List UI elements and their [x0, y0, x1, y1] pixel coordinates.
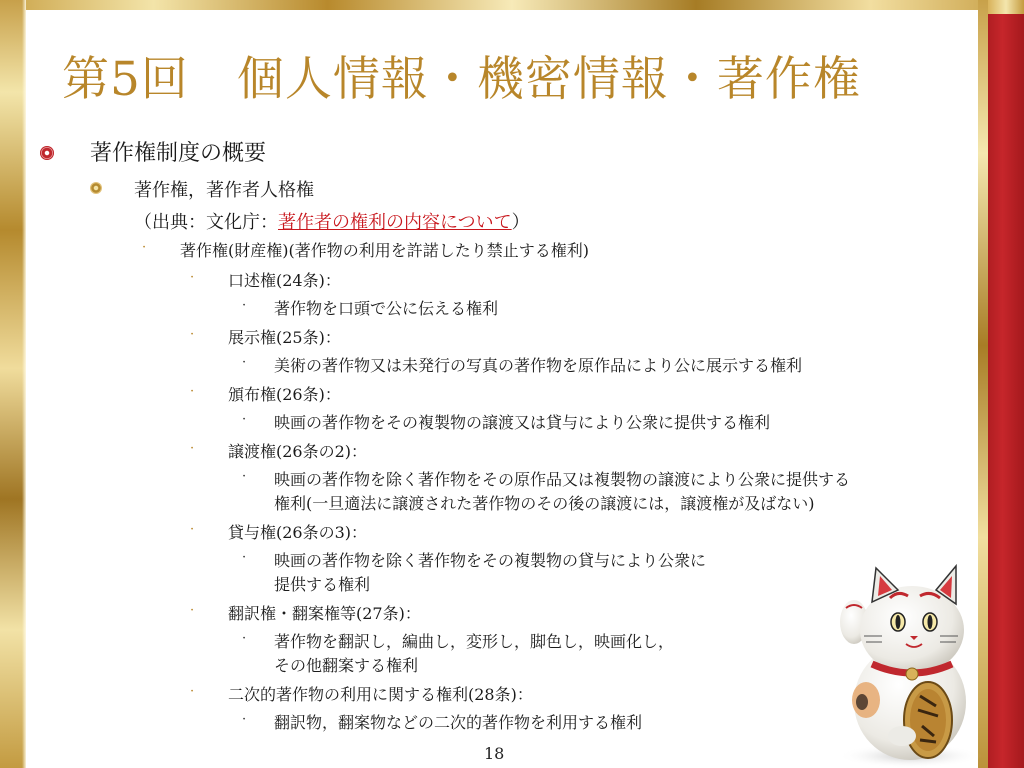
dot-bullet-icon: ·	[242, 469, 247, 484]
dot-bullet-icon: ·	[242, 412, 247, 427]
source-citation	[134, 208, 530, 234]
flower-bullet-icon	[40, 146, 54, 160]
dot-bullet-icon: ·	[190, 327, 195, 342]
dot-bullet-icon: ·	[142, 240, 147, 255]
dot-bullet-icon: ·	[242, 631, 247, 646]
right-desc-transfer-2: 権利(一旦適法に譲渡された著作物のその後の譲渡には，譲渡権が及ばない)	[274, 494, 815, 513]
page-number: 18	[484, 744, 505, 763]
right-desc-recitation: 著作物を口頭で公に伝える権利	[274, 299, 499, 318]
dot-bullet-icon: ·	[242, 550, 247, 565]
right-label-translation: 翻訳権・翻案権等(27条)：	[228, 604, 421, 623]
heading-copyright-overview: 著作権制度の概要	[90, 141, 267, 166]
source-suffix: ）	[511, 212, 530, 233]
right-desc-exhibition: 美術の著作物又は未発行の写真の著作物を原作品により公に展示する権利	[274, 356, 803, 375]
dot-bullet-icon: ·	[190, 684, 195, 699]
right-label-exhibition: 展示権(25条)：	[228, 328, 341, 347]
source-prefix: （出典：文化庁：	[134, 212, 278, 233]
heading-copyright-moral-rights: 著作権，著作者人格権	[134, 180, 314, 201]
right-label-distribution: 頒布権(26条)：	[228, 385, 341, 404]
heading-economic-rights: 著作権(財産権)(著作物の利用を許諾したり禁止する権利)	[180, 241, 589, 260]
dot-bullet-icon: ·	[190, 522, 195, 537]
dot-bullet-icon: ·	[242, 712, 247, 727]
gold-corner-top-right	[988, 0, 1024, 14]
right-desc-rental-1: 映画の著作物を除く著作物をその複製物の貸与により公衆に	[274, 551, 707, 570]
right-label-recitation: 口述権(24条)：	[228, 271, 341, 290]
gold-frame-left	[0, 0, 26, 768]
dot-bullet-icon: ·	[190, 384, 195, 399]
right-label-derivative: 二次的著作物の利用に関する権利(28条)：	[228, 685, 533, 704]
dot-bullet-icon: ·	[190, 270, 195, 285]
dot-bullet-icon: ·	[190, 603, 195, 618]
dot-bullet-icon: ·	[242, 355, 247, 370]
dot-bullet-icon: ·	[242, 298, 247, 313]
right-desc-translation-2: その他翻案する権利	[274, 656, 419, 675]
maneki-neko-cat-image	[832, 560, 982, 768]
source-link[interactable]: 著作者の権利の内容について	[278, 212, 512, 233]
slide-title: 第5回 個人情報・機密情報・著作権	[62, 52, 861, 107]
dot-bullet-icon: ·	[190, 441, 195, 456]
red-side-band	[988, 0, 1024, 768]
right-desc-transfer-1: 映画の著作物を除く著作物をその原作品又は複製物の譲渡により公衆に提供する	[274, 470, 851, 489]
right-desc-translation-1: 著作物を翻訳し，編曲し，変形し，脚色し，映画化し，	[274, 632, 675, 651]
right-desc-derivative: 翻訳物，翻案物などの二次的著作物を利用する権利	[274, 713, 643, 732]
gold-bullet-icon	[90, 182, 102, 194]
right-label-rental: 貸与権(26条の3)：	[228, 523, 368, 542]
right-desc-distribution: 映画の著作物をその複製物の譲渡又は貸与により公衆に提供する権利	[274, 413, 771, 432]
right-desc-rental-2: 提供する権利	[274, 575, 371, 594]
gold-frame-top	[0, 0, 1024, 10]
right-label-transfer: 譲渡権(26条の2)：	[228, 442, 368, 461]
